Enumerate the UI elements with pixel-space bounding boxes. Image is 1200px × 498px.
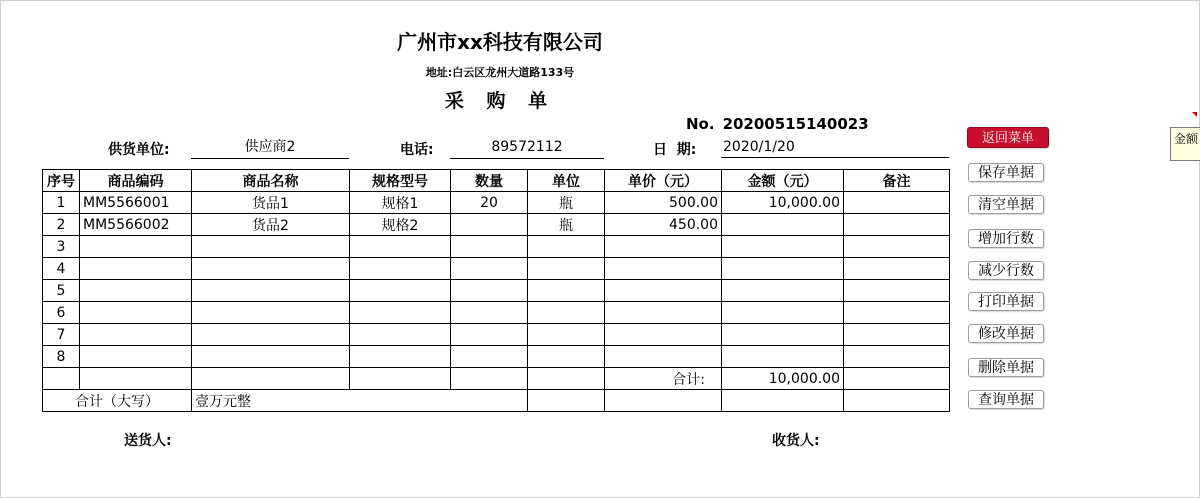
table-cell-amount[interactable] — [722, 346, 844, 368]
table-cell-unit[interactable]: 瓶 — [528, 192, 605, 214]
add-row-button[interactable]: 增加行数 — [968, 229, 1044, 248]
table-cell-spec[interactable]: 规格1 — [350, 192, 451, 214]
table-cell[interactable] — [844, 390, 950, 412]
table-row — [43, 346, 950, 368]
table-cell-unit[interactable] — [528, 236, 605, 258]
table-cell[interactable] — [451, 368, 528, 390]
subtotal-row — [43, 368, 950, 390]
column-header: 备注 — [844, 170, 950, 192]
table-cell-unit[interactable] — [528, 258, 605, 280]
table-cell-code[interactable] — [80, 346, 192, 368]
total-caps-row — [43, 390, 950, 412]
table-cell[interactable] — [350, 368, 451, 390]
total-caps-label: 合计（大写） — [43, 390, 192, 412]
table-cell-price[interactable] — [605, 258, 722, 280]
table-cell-amount[interactable] — [722, 324, 844, 346]
table-cell-seq[interactable]: 6 — [43, 302, 80, 324]
table-header-row — [43, 170, 950, 192]
table-cell-unit[interactable] — [528, 302, 605, 324]
table-cell-code[interactable] — [80, 258, 192, 280]
table-row — [43, 258, 950, 280]
table-cell-spec[interactable] — [350, 346, 451, 368]
table-cell-qty[interactable] — [451, 280, 528, 302]
table-cell[interactable] — [80, 368, 192, 390]
receiver-label: 收货人: — [772, 433, 820, 449]
table-cell-seq[interactable]: 1 — [43, 192, 80, 214]
table-cell-name[interactable]: 货品2 — [192, 214, 350, 236]
table-cell-qty[interactable] — [451, 302, 528, 324]
table-cell-amount[interactable] — [722, 280, 844, 302]
table-cell-price[interactable] — [605, 324, 722, 346]
total-caps-value: 壹万元整 — [192, 390, 528, 412]
phone-label: 电话: — [400, 142, 434, 158]
document-number-label: No. — [686, 115, 715, 133]
table-cell-amount[interactable] — [722, 258, 844, 280]
column-header: 金额（元） — [722, 170, 844, 192]
table-row — [43, 214, 950, 236]
table-cell-seq[interactable]: 3 — [43, 236, 80, 258]
table-row — [43, 302, 950, 324]
phone-field[interactable]: 89572112 — [450, 138, 604, 159]
table-cell-amount[interactable] — [722, 236, 844, 258]
company-name: 广州市xx科技有限公司 — [397, 30, 603, 54]
column-header: 商品名称 — [192, 170, 350, 192]
table-cell-unit[interactable] — [528, 346, 605, 368]
table-cell-price[interactable] — [605, 236, 722, 258]
table-cell-spec[interactable] — [350, 280, 451, 302]
column-header: 单位 — [528, 170, 605, 192]
table-cell-qty[interactable] — [451, 324, 528, 346]
save-document-button[interactable]: 保存单据 — [968, 163, 1044, 182]
table-cell-name[interactable]: 货品1 — [192, 192, 350, 214]
table-cell-price[interactable]: 450.00 — [605, 214, 722, 236]
subtotal-label: 合计: — [605, 368, 722, 390]
table-cell-name[interactable] — [192, 236, 350, 258]
table-cell-note[interactable] — [844, 192, 950, 214]
sender-label: 送货人: — [124, 433, 172, 449]
table-cell-seq[interactable]: 7 — [43, 324, 80, 346]
table-cell-seq[interactable]: 2 — [43, 214, 80, 236]
table-cell-qty[interactable] — [451, 258, 528, 280]
table-cell-unit[interactable]: 瓶 — [528, 214, 605, 236]
column-header: 数量 — [451, 170, 528, 192]
edit-document-button[interactable]: 修改单据 — [968, 324, 1044, 343]
column-header: 单价（元） — [605, 170, 722, 192]
table-cell[interactable] — [43, 368, 80, 390]
table-cell-qty[interactable]: 20 — [451, 192, 528, 214]
table-cell-code[interactable] — [80, 280, 192, 302]
table-cell[interactable] — [528, 368, 605, 390]
table-cell-price[interactable]: 500.00 — [605, 192, 722, 214]
query-document-button[interactable]: 查询单据 — [968, 390, 1044, 409]
table-cell-unit[interactable] — [528, 280, 605, 302]
table-cell-seq[interactable]: 8 — [43, 346, 80, 368]
table-cell[interactable] — [605, 390, 722, 412]
table-cell-name[interactable] — [192, 258, 350, 280]
table-cell-note[interactable] — [844, 302, 950, 324]
table-cell-note[interactable] — [844, 236, 950, 258]
company-address: 地址:白云区龙州大道路133号 — [425, 66, 575, 79]
table-cell-amount[interactable] — [722, 302, 844, 324]
table-cell-note[interactable] — [844, 324, 950, 346]
table-cell-price[interactable] — [605, 302, 722, 324]
table-cell-spec[interactable] — [350, 258, 451, 280]
table-cell[interactable] — [722, 390, 844, 412]
table-cell-amount[interactable]: 10,000.00 — [722, 192, 844, 214]
date-label: 日 期: — [653, 142, 697, 158]
table-cell-code[interactable]: MM5566001 — [80, 192, 192, 214]
table-cell-code[interactable] — [80, 302, 192, 324]
column-header: 商品编码 — [80, 170, 192, 192]
table-cell-qty[interactable] — [451, 346, 528, 368]
table-row — [43, 192, 950, 214]
column-header: 序号 — [43, 170, 80, 192]
table-cell[interactable] — [192, 368, 350, 390]
clear-document-button[interactable]: 清空单据 — [968, 195, 1044, 214]
document-number — [686, 115, 869, 133]
table-cell-name[interactable] — [192, 346, 350, 368]
remove-row-button[interactable]: 减少行数 — [968, 261, 1044, 280]
purchase-items-table — [42, 169, 950, 412]
table-cell-spec[interactable] — [350, 324, 451, 346]
table-cell-code[interactable]: MM5566002 — [80, 214, 192, 236]
table-cell-note[interactable] — [844, 280, 950, 302]
table-cell-spec[interactable] — [350, 236, 451, 258]
delete-document-button[interactable]: 删除单据 — [968, 358, 1044, 377]
supplier-label: 供货单位: — [108, 142, 170, 158]
table-cell-note[interactable] — [844, 214, 950, 236]
subtotal-value: 10,000.00 — [722, 368, 844, 390]
table-cell-name[interactable] — [192, 324, 350, 346]
table-cell-name[interactable] — [192, 280, 350, 302]
date-field[interactable]: 2020/1/20 — [721, 138, 949, 158]
document-number-value: 20200515140023 — [722, 115, 869, 133]
table-cell-note[interactable] — [844, 346, 950, 368]
table-cell-seq[interactable]: 4 — [43, 258, 80, 280]
table-cell-price[interactable] — [605, 346, 722, 368]
back-to-menu-button[interactable]: 返回菜单 — [967, 127, 1049, 148]
column-header: 规格型号 — [350, 170, 451, 192]
comment-indicator-icon[interactable] — [1192, 112, 1197, 117]
table-cell-price[interactable] — [605, 280, 722, 302]
table-row — [43, 236, 950, 258]
table-cell-qty[interactable] — [451, 214, 528, 236]
table-cell-spec[interactable]: 规格2 — [350, 214, 451, 236]
table-cell-unit[interactable] — [528, 324, 605, 346]
document-title: 采 购 单 — [444, 90, 556, 112]
table-cell-amount[interactable] — [722, 214, 844, 236]
table-cell-code[interactable] — [80, 236, 192, 258]
table-cell-code[interactable] — [80, 324, 192, 346]
print-document-button[interactable]: 打印单据 — [968, 292, 1044, 311]
table-row — [43, 324, 950, 346]
table-cell-qty[interactable] — [451, 236, 528, 258]
table-cell[interactable] — [528, 390, 605, 412]
cell-comment-box: 金额 — [1170, 127, 1200, 161]
table-cell-seq[interactable]: 5 — [43, 280, 80, 302]
supplier-field[interactable]: 供应商2 — [191, 138, 349, 159]
table-row — [43, 280, 950, 302]
table-cell[interactable] — [844, 368, 950, 390]
table-cell-name[interactable] — [192, 302, 350, 324]
table-cell-spec[interactable] — [350, 302, 451, 324]
table-cell-note[interactable] — [844, 258, 950, 280]
